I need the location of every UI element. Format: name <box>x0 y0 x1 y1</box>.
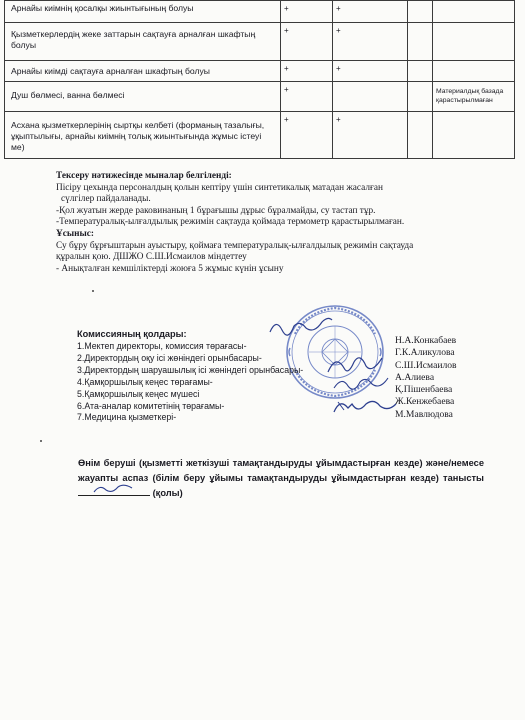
signatory-name: А.Алиева <box>395 371 435 383</box>
signature-caption: (қолы) <box>150 488 183 498</box>
handwritten-signature <box>330 396 400 418</box>
mark-cell: + <box>281 82 333 112</box>
producer-text: Өнім беруші (қызметті жеткізуші тамақтандыруды ұйымдастырған кезде) және/немесе жауапты аспаз (білім беру ұйымы тамақтандыруды ұйымдастырған кезде) танысты <box>78 458 484 483</box>
inspection-table <box>4 0 515 159</box>
mark-cell: + <box>333 112 408 159</box>
requirement-cell: Асхана қызметкерлерінің сыртқы келбеті (форманың тазалығы, ұқыптылығы, арнайы киімнің толық жиынтығында жұмыс істеуі ме) <box>5 112 281 159</box>
proposal-line: - Анықталған кемшіліктерді жоюға 5 жұмыс күнін ұсыну <box>56 263 284 274</box>
table-row <box>5 82 515 112</box>
mark-cell: + <box>333 1 408 23</box>
mark-cell: + <box>281 61 333 82</box>
mark-cell: + <box>281 112 333 159</box>
signature-line <box>78 486 150 496</box>
findings-heading: Тексеру нәтижесінде мыналар белгіленді: <box>56 171 232 181</box>
signatory-role: 6.Ата-аналар комитетінің төрағамы- <box>77 400 225 411</box>
signatory-name: Қ.Пішенбаева <box>395 384 453 396</box>
table-row <box>5 23 515 61</box>
finding-line: -Қол жуатын жерде раковинаның 1 бұрағышы дұрыс бұралмайды, су тастап тұр. <box>56 205 376 216</box>
producer-acknowledgement <box>78 456 484 501</box>
findings-section <box>56 171 486 275</box>
signatory-role: 7.Медицина қызметкері- <box>77 412 177 423</box>
mark-cell <box>333 82 408 112</box>
requirement-cell: Душ бөлмесі, ванна бөлмесі <box>5 82 281 112</box>
table-row <box>5 112 515 159</box>
mark-cell: + <box>333 61 408 82</box>
signatory-role: 3.Директордың шаруашылық ісі жөніндегі орынбасары- <box>77 364 304 375</box>
signatory-name: Ж.Кенжебаева <box>395 396 455 408</box>
signatory-role: 1.Мектеп директоры, комиссия төрағасы- <box>77 341 247 351</box>
empty-cell <box>408 112 433 159</box>
mark-cell: + <box>333 23 408 61</box>
signatory-role: 2.Директордың оқу ісі жөніндегі орынбасары- <box>77 352 262 363</box>
finding-line: Пісіру цехында персоналдың қолын кептіру үшін синтетикалық матадан жасалған <box>56 182 383 193</box>
empty-cell <box>408 82 433 112</box>
table-row <box>5 61 515 82</box>
finding-line: -Температуралық-ылғалдылық режимін сақтауда қоймада термометр қарастырылмаған. <box>56 217 405 228</box>
empty-cell <box>408 23 433 61</box>
signatory-names <box>395 335 457 421</box>
proposal-line: құралын қою. ДШЖО С.Ш.Исмаилов міндеттеу <box>56 252 247 263</box>
empty-cell <box>408 61 433 82</box>
proposal-heading: Ұсыныс: <box>56 228 94 239</box>
signatory-role: 5.Қамқоршылық кеңес мүшесі <box>77 388 200 399</box>
signatory-name: Н.А.Конкабаев <box>395 335 457 346</box>
handwritten-signature <box>330 372 392 398</box>
signatory-name: Г.К.Аликулова <box>395 347 455 359</box>
requirement-cell: Арнайы киімнің қосалқы жиынтығының болуы <box>5 1 281 23</box>
finding-line: сүлгілер пайдаланады. <box>61 194 151 205</box>
mark-cell: + <box>281 23 333 61</box>
handwritten-signature <box>92 482 136 496</box>
requirement-cell: Арнайы киімді сақтауға арналған шкафтың болуы <box>5 61 281 82</box>
note-cell <box>433 61 515 82</box>
note-cell: Материалдық базада қарастырылмаған <box>433 82 515 112</box>
signatory-name: С.Ш.Исмаилов <box>395 359 457 371</box>
ink-speck <box>40 440 42 442</box>
signatories-list <box>77 341 303 424</box>
note-cell <box>433 112 515 159</box>
empty-cell <box>408 1 433 23</box>
handwritten-signature <box>266 312 336 340</box>
ink-speck <box>92 290 94 292</box>
mark-cell: + <box>281 1 333 23</box>
signatory-name: М.Мавлюдова <box>395 408 453 420</box>
table-row <box>5 1 515 23</box>
signatures-title: Комиссияның қолдары: <box>77 329 187 339</box>
note-cell <box>433 1 515 23</box>
signatory-role: 4.Қамқоршылық кеңес төрағамы- <box>77 376 213 387</box>
proposal-line: Су бұру бұрғыштарын ауыстыру, қоймаға температуралық-ылғалдылық режимін сақтауда <box>56 240 414 251</box>
note-cell <box>433 23 515 61</box>
requirement-cell: Қызметкерлердің жеке заттарын сақтауға арналған шкафтың болуы <box>5 23 281 61</box>
